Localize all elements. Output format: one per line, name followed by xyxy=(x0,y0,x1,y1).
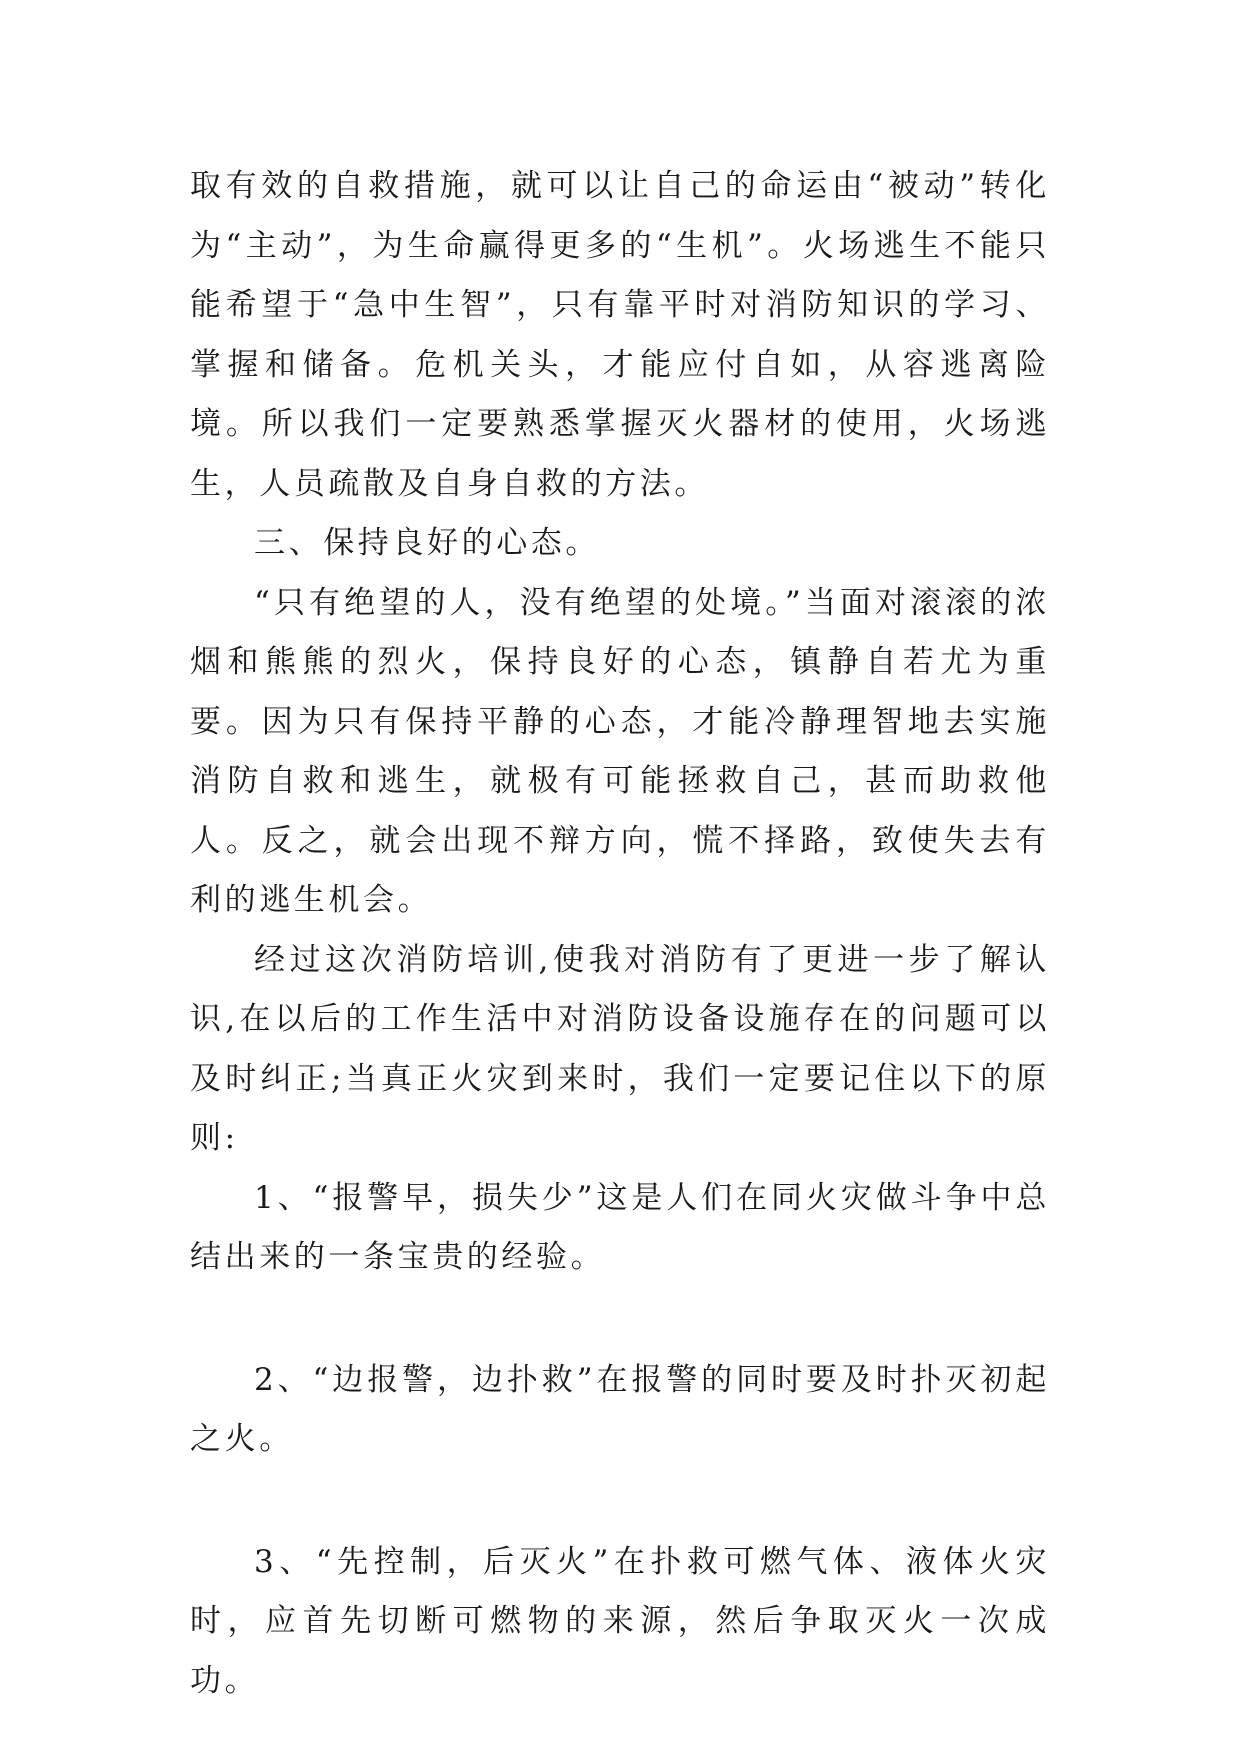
document-body xyxy=(190,157,1050,1711)
principle-item-2: 2、“边报警，边扑救”在报警的同时要及时扑灭初起之火。 xyxy=(190,1361,1050,1457)
paragraph-self-rescue: 取有效的自救措施，就可以让自己的命运由“被动”转化为“主动”，为生命赢得更多的“生机”。火场逃生不能只能希望于“急中生智”，只有靠平时对消防知识的学习、掌握和储备。危机关头，才能应付自如，从容逃离险境。所以我们一定要熟悉掌握灭火器材的使用，火场逃生，人员疏散及自身自救的方法。 xyxy=(190,168,1050,502)
section-heading-3: 三、保持良好的心态。 xyxy=(254,525,600,561)
principle-item-1: 1、“报警早，损失少”这是人们在同火灾做斗争中总结出来的一条宝贵的经验。 xyxy=(190,1179,1050,1275)
principle-item-3: 3、“先控制，后灭火”在扑救可燃气体、液体火灾时，应首先切断可燃物的来源，然后争取灭火一次成功。 xyxy=(190,1543,1050,1699)
paragraph-mindset: “只有绝望的人，没有绝望的处境。”当面对滚滚的浓烟和熊熊的烈火，保持良好的心态，镇静自若尤为重要。因为只有保持平静的心态，才能冷静理智地去实施消防自救和逃生，就极有可能拯救自己，甚而助救他人。反之，就会出现不辩方向，慌不择路，致使失去有利的逃生机会。 xyxy=(190,584,1050,918)
paragraph-training-summary: 经过这次消防培训,使我对消防有了更进一步了解认识,在以后的工作生活中对消防设备设施存在的问题可以及时纠正;当真正火灾到来时，我们一定要记住以下的原则: xyxy=(190,941,1050,1156)
